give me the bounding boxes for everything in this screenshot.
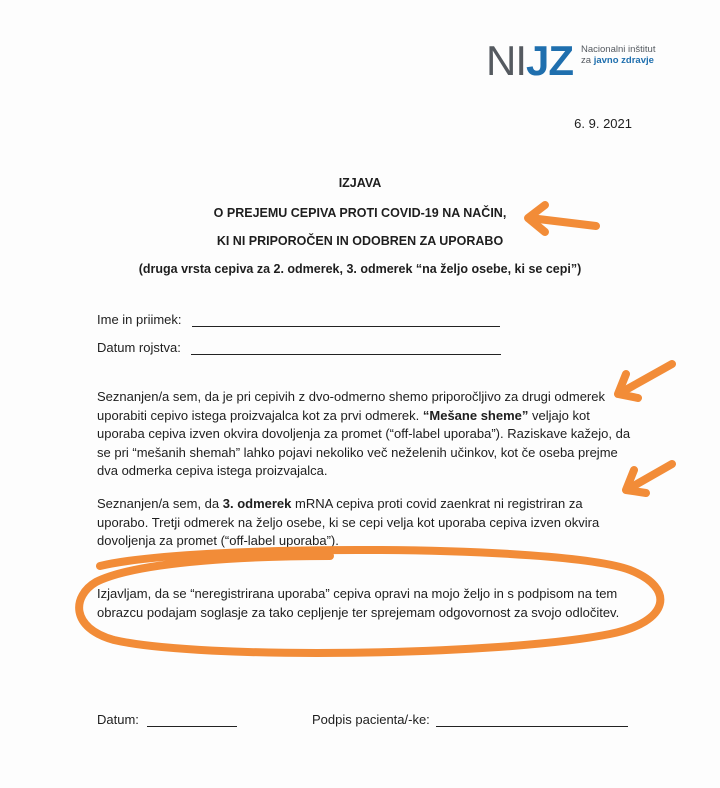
p1-text-a: Seznanjen/a sem, da je pri cepivih z dvo-odmerno shemo priporočljivo za drugi odmerek uporabiti cepivo istega proizvajalca kot za prvi odmerek. bbox=[97, 389, 605, 423]
name-label: Ime in priimek: bbox=[97, 312, 182, 327]
p2-bold: 3. odmerek bbox=[222, 496, 292, 511]
title-line-3: KI NI PRIPOROČEN IN ODOBREN ZA UPORABO bbox=[216, 234, 504, 248]
name-field bbox=[97, 312, 500, 327]
p1-bold: “Mešane sheme” bbox=[422, 407, 529, 423]
p2-text-a: Seznanjen/a sem, da bbox=[97, 496, 223, 511]
logo-text bbox=[581, 44, 655, 66]
logo-text-accent: javno zdravje bbox=[593, 55, 654, 66]
logo-text-line2 bbox=[581, 55, 655, 66]
title-line-2: O PREJEMU CEPIVA PROTI COVID-19 NA NAČIN, bbox=[213, 206, 507, 220]
sign-date-blank-line[interactable] bbox=[147, 714, 237, 727]
logo-mark bbox=[486, 37, 574, 84]
patient-signature-label: Podpis pacienta/-ke: bbox=[312, 712, 430, 727]
logo-mark-ni: NI bbox=[486, 37, 526, 84]
document-date: 6. 9. 2021 bbox=[574, 116, 632, 131]
nijz-logo bbox=[486, 37, 656, 84]
paragraph-declaration: Izjavljam, da se “neregistrirana uporaba” cepiva opravi na mojo željo in s podpisom na tem obrazcu podajam soglasje za tako cepljenje ter sprejemam odgovornost za svojo odločitev. bbox=[97, 586, 620, 620]
birth-date-label: Datum rojstva: bbox=[97, 340, 181, 355]
patient-signature-field bbox=[312, 712, 628, 727]
logo-text-prefix: za bbox=[581, 55, 594, 66]
birth-date-field bbox=[97, 340, 501, 355]
patient-signature-blank-line[interactable] bbox=[436, 714, 628, 727]
name-blank-line[interactable] bbox=[192, 314, 500, 327]
title-izjava: IZJAVA bbox=[338, 176, 382, 190]
title-subtitle: (druga vrsta cepiva za 2. odmerek, 3. odmerek “na željo osebe, ki se cepi”) bbox=[138, 262, 582, 276]
p2-text-b: mRNA cepiva proti covid zaenkrat ni registriran za uporabo. Tretji odmerek na željo osebe, ki se cepi velja kot uporaba cepiva izven okvira dovoljenja za promet (“off-label uporaba”). bbox=[97, 496, 600, 548]
birth-date-blank-line[interactable] bbox=[191, 342, 501, 355]
logo-text-line1: Nacionalni inštitut bbox=[581, 44, 656, 55]
paragraph-third-dose bbox=[97, 495, 637, 551]
sign-date-field bbox=[97, 712, 237, 727]
sign-date-label: Datum: bbox=[97, 712, 139, 727]
logo-mark-jz: JZ bbox=[526, 37, 574, 84]
p1-text-b: veljajo kot uporaba cepiva izven okvira dovoljenja za promet (“off-label uporaba”). Raziskave kažejo, da se pri “mešanih shemah” lahko pojavi nekoliko več neželenih učinkov, kot če oseba prejme dva odmerka cepiva istega proizvajalca. bbox=[97, 407, 631, 478]
paragraph-mixed-schemes bbox=[97, 388, 637, 481]
